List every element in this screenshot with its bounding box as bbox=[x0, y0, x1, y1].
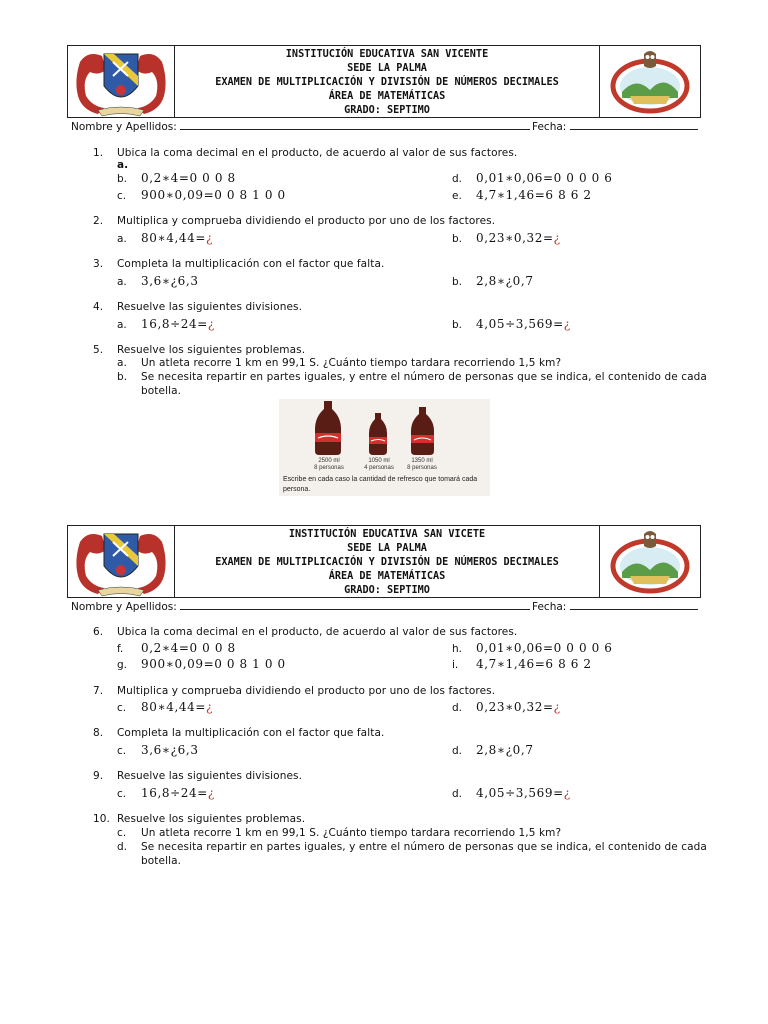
q6-item-h: h. 0,01∗0,06=0 0 0 0 6 bbox=[452, 641, 613, 655]
campus-name: SEDE LA PALMA bbox=[347, 543, 427, 554]
bottles-photo bbox=[279, 399, 490, 496]
question-1: 1. Ubica la coma decimal en el producto, de acuerdo al valor de sus factores. bbox=[93, 147, 518, 159]
date-label: Fecha: bbox=[532, 601, 567, 613]
date-field[interactable] bbox=[532, 119, 698, 133]
q1-item-b: b. 0,2∗4=0 0 0 8 bbox=[117, 171, 236, 185]
school-seal-icon bbox=[600, 46, 700, 117]
q3-item-a: a. 3,6∗¿6,3 bbox=[117, 274, 199, 288]
bottles-illustration-icon bbox=[279, 399, 490, 459]
bottle-1-label: 2500 ml 8 personas bbox=[314, 458, 344, 471]
question-7: 7. Multiplica y comprueba dividiendo el producto por uno de los factores. bbox=[93, 685, 496, 697]
q6-item-f: f. 0,2∗4=0 0 0 8 bbox=[117, 641, 236, 655]
school-crest-icon bbox=[68, 526, 174, 597]
left-logo-cell bbox=[68, 46, 175, 117]
grade-label: GRADO: SEPTIMO bbox=[344, 105, 430, 116]
q9-item-c: c. 16,8÷24=¿ bbox=[117, 786, 215, 800]
q2-item-a: a. 80∗4,44=¿ bbox=[117, 231, 214, 245]
q1-item-e: e. 4,7∗1,46=6 8 6 2 bbox=[452, 188, 592, 202]
q6-item-g: g. 900∗0,09=0 0 8 1 0 0 bbox=[117, 657, 286, 671]
name-label: Nombre y Apellidos: bbox=[71, 121, 177, 133]
campus-name: SEDE LA PALMA bbox=[347, 63, 427, 74]
q10-item-d: d. Se necesita repartir en partes iguales, y entre el número de personas que se indica, el contenido de cada bbox=[117, 841, 707, 853]
question-6: 6. Ubica la coma decimal en el producto, de acuerdo al valor de sus factores. bbox=[93, 626, 518, 638]
question-5: 5. Resuelve los siguientes problemas. bbox=[93, 344, 306, 356]
exam-header bbox=[67, 45, 701, 118]
q7-item-c: c. 80∗4,44=¿ bbox=[117, 700, 214, 714]
q4-item-b: b. 4,05÷3,569=¿ bbox=[452, 317, 571, 331]
q5-item-a: a. Un atleta recorre 1 km en 99,1 S. ¿Cuánto tiempo tardara recorriendo 1,5 km? bbox=[117, 357, 562, 369]
q8-item-c: c. 3,6∗¿6,3 bbox=[117, 743, 199, 757]
exam-header-copy bbox=[67, 525, 701, 598]
grade-label: GRADO: SEPTIMO bbox=[344, 585, 430, 596]
exam-title: EXAMEN DE MULTIPLICACIÓN Y DIVISIÓN DE NÚMEROS DECIMALES bbox=[215, 77, 559, 88]
q1-item-a: a. bbox=[117, 159, 129, 171]
exam-title: EXAMEN DE MULTIPLICACIÓN Y DIVISIÓN DE NÚMEROS DECIMALES bbox=[215, 557, 559, 568]
bottle-3-label: 1350 ml 8 personas bbox=[407, 458, 437, 471]
subject-area: ÁREA DE MATEMÁTICAS bbox=[328, 571, 446, 582]
left-logo-cell bbox=[68, 526, 175, 597]
date-label: Fecha: bbox=[532, 121, 567, 133]
q1-item-d: d. 0,01∗0,06=0 0 0 0 6 bbox=[452, 171, 613, 185]
school-crest-icon bbox=[68, 46, 174, 117]
header-titles bbox=[174, 48, 600, 118]
question-10: 10. Resuelve los siguientes problemas. bbox=[93, 813, 306, 825]
q9-item-d: d. 4,05÷3,569=¿ bbox=[452, 786, 571, 800]
question-8: 8. Completa la multiplicación con el factor que falta. bbox=[93, 727, 385, 739]
student-name-field[interactable] bbox=[71, 599, 530, 613]
q5-item-b: b. Se necesita repartir en partes iguales, y entre el número de personas que se indica, el contenido de cada bbox=[117, 371, 707, 383]
institution-name: INSTITUCIÓN EDUCATIVA SAN VICETE bbox=[288, 529, 486, 540]
q5-item-b-continued: botella. bbox=[141, 385, 182, 397]
q2-item-b: b. 0,23∗0,32=¿ bbox=[452, 231, 561, 245]
q7-item-d: d. 0,23∗0,32=¿ bbox=[452, 700, 561, 714]
header-titles bbox=[174, 528, 600, 598]
question-9: 9. Resuelve las siguientes divisiones. bbox=[93, 770, 303, 782]
q10-item-c: c. Un atleta recorre 1 km en 99,1 S. ¿Cuánto tiempo tardara recorriendo 1,5 km? bbox=[117, 827, 562, 839]
name-label: Nombre y Apellidos: bbox=[71, 601, 177, 613]
right-logo-cell bbox=[599, 46, 700, 117]
question-4: 4. Resuelve las siguientes divisiones. bbox=[93, 301, 303, 313]
q3-item-b: b. 2,8∗¿0,7 bbox=[452, 274, 534, 288]
q10-item-d-continued: botella. bbox=[141, 855, 182, 867]
school-seal-icon bbox=[600, 526, 700, 597]
q4-item-a: a. 16,8÷24=¿ bbox=[117, 317, 215, 331]
q8-item-d: d. 2,8∗¿0,7 bbox=[452, 743, 534, 757]
question-2: 2. Multiplica y comprueba dividiendo el producto por uno de los factores. bbox=[93, 215, 496, 227]
student-name-field[interactable] bbox=[71, 119, 530, 133]
institution-name: INSTITUCIÓN EDUCATIVA SAN VICENTE bbox=[285, 49, 489, 60]
photo-caption: Escribe en cada caso la cantidad de refresco que tomará cada persona. bbox=[283, 476, 478, 493]
subject-area: ÁREA DE MATEMÁTICAS bbox=[328, 91, 446, 102]
q1-item-c: c. 900∗0,09=0 0 8 1 0 0 bbox=[117, 188, 286, 202]
question-3: 3. Completa la multiplicación con el factor que falta. bbox=[93, 258, 385, 270]
right-logo-cell bbox=[599, 526, 700, 597]
q6-item-i: i. 4,7∗1,46=6 8 6 2 bbox=[452, 657, 592, 671]
bottle-2-label: 1050 ml 4 personas bbox=[364, 458, 394, 471]
date-field[interactable] bbox=[532, 599, 698, 613]
